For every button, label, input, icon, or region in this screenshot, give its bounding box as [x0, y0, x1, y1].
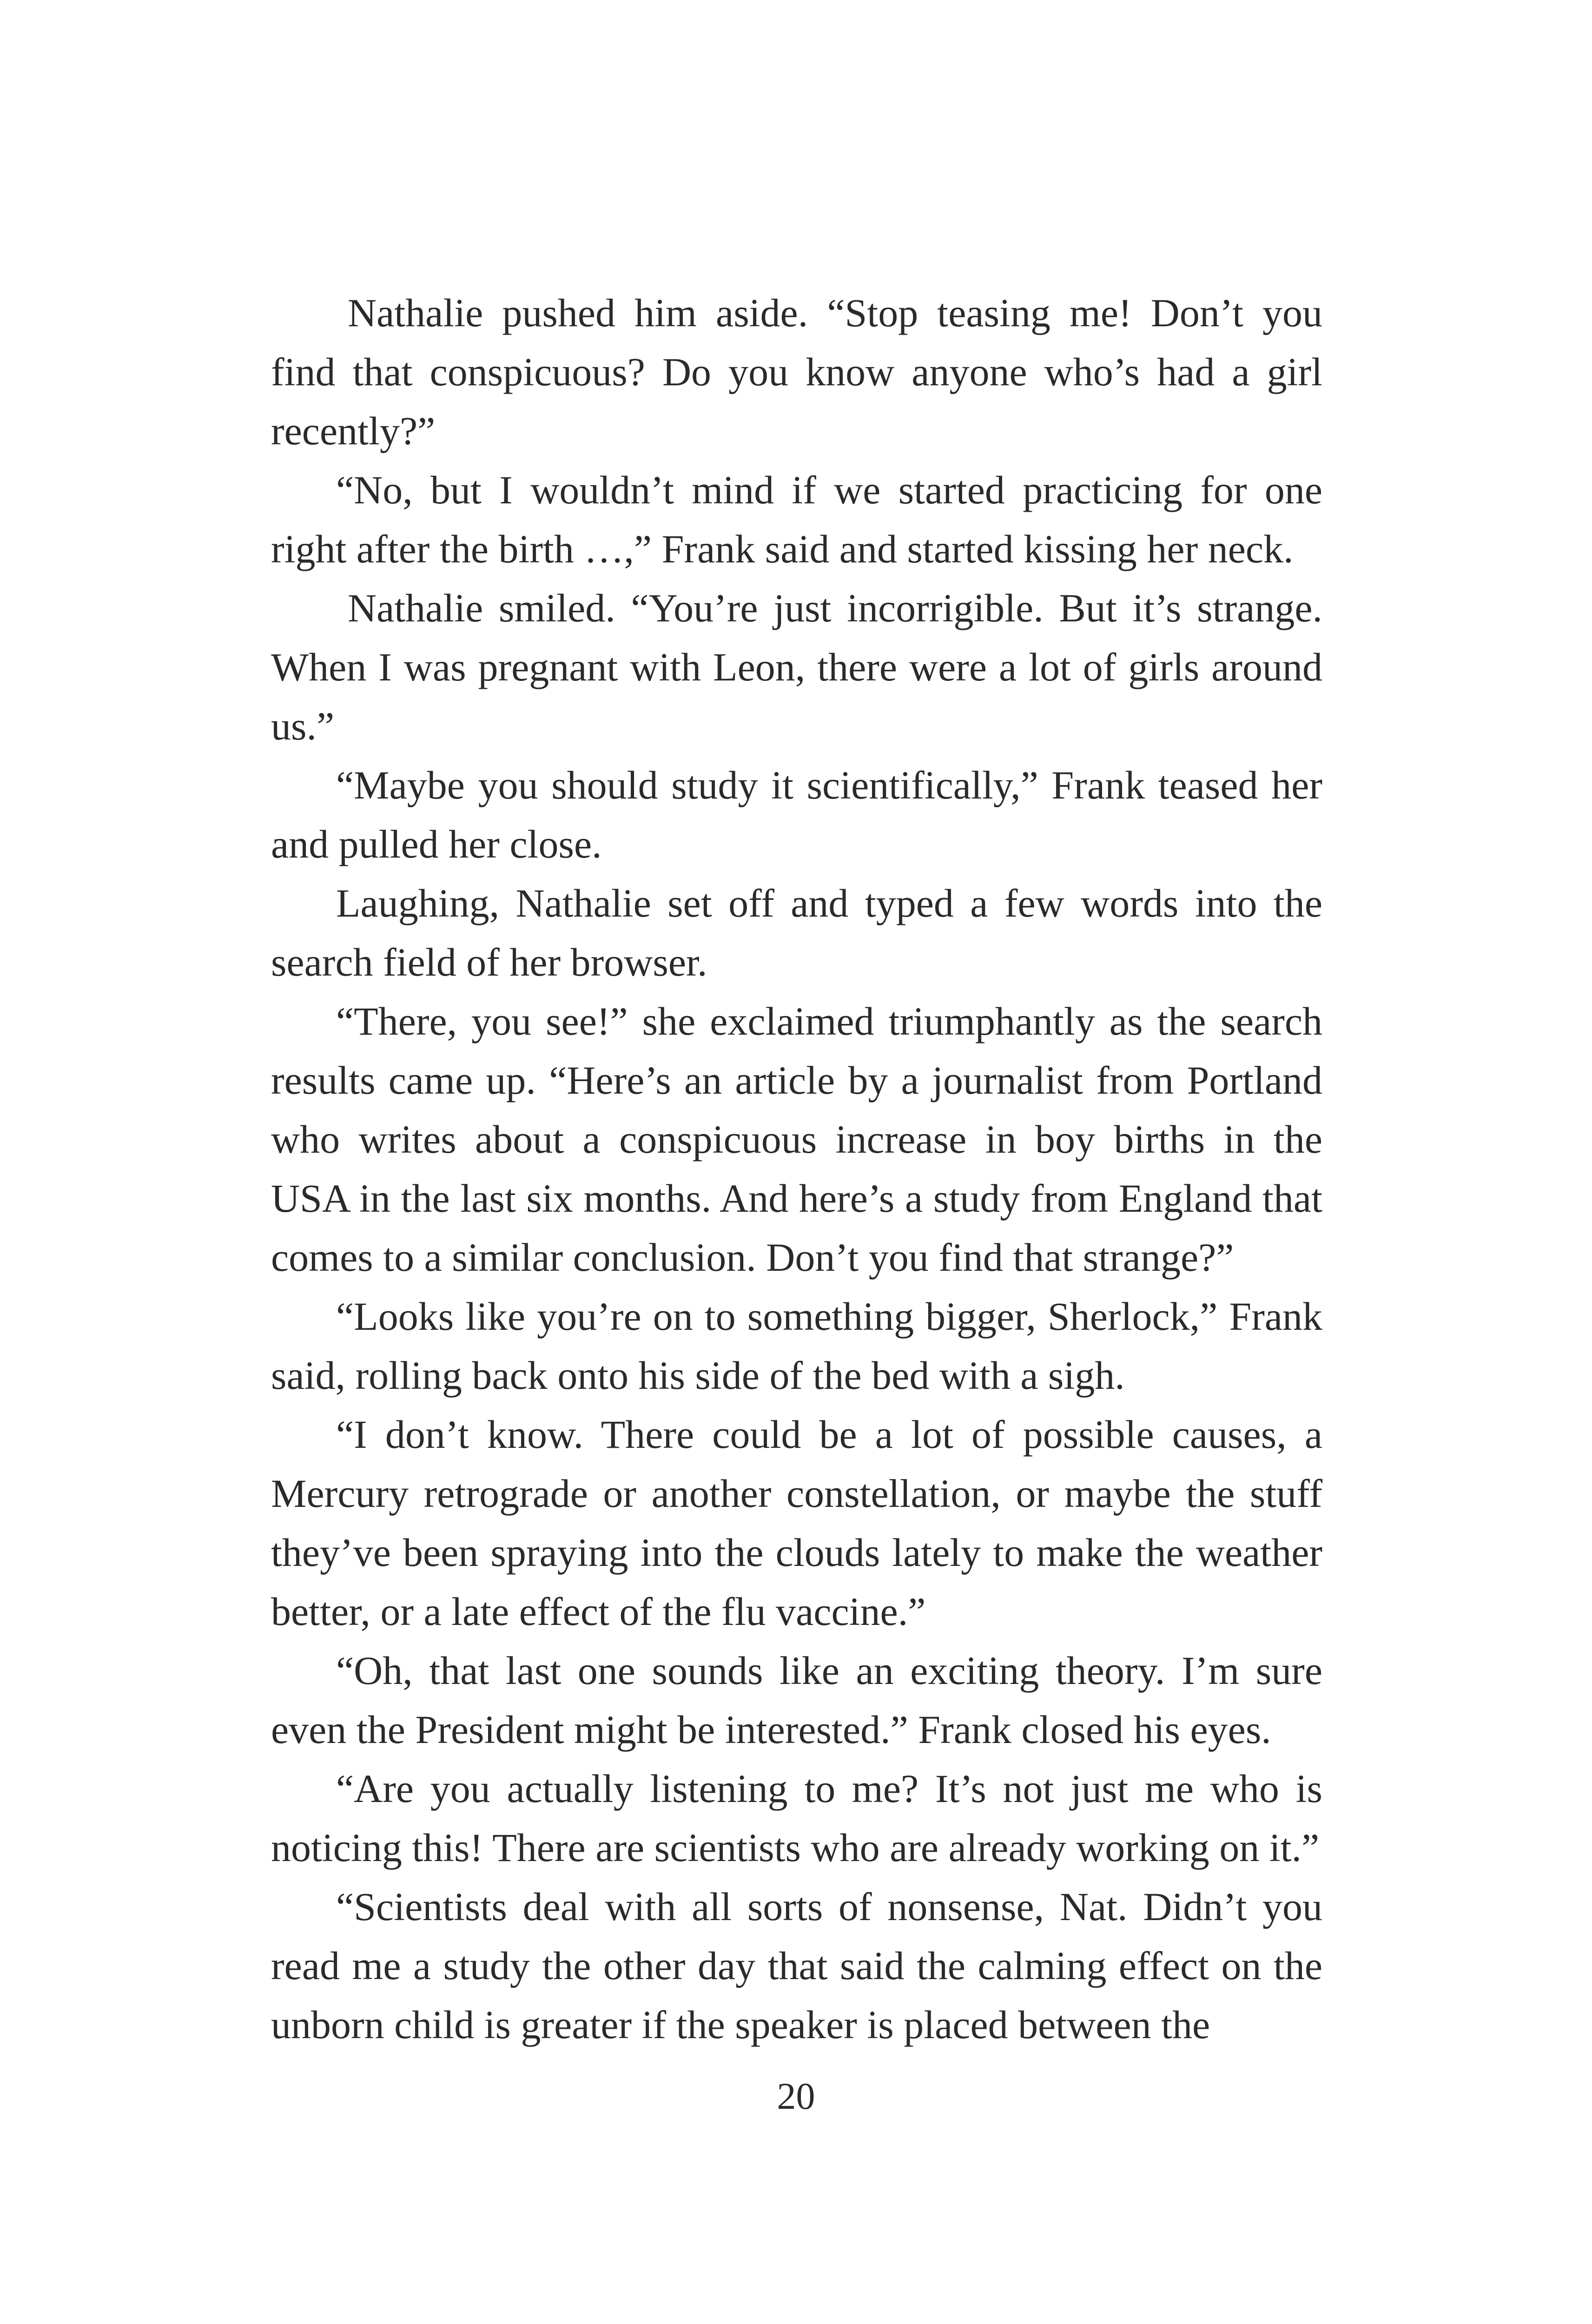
paragraph-2: “No, but I wouldn’t mind if we started practicing for one right after the birth …,” Frank said and started kissing her neck. [271, 468, 1322, 571]
paragraph-9: “Oh, that last one sounds like an exciting theory. I’m sure even the President might be interested.” Frank closed his eyes. [271, 1648, 1322, 1752]
paragraph-8: “I don’t know. There could be a lot of possible causes, a Mercury retrograde or another constellation, or maybe the stuff they’ve been spraying into the clouds lately to make the weather better, or a late effect of the flu vaccine.” [271, 1412, 1322, 1634]
paragraph-3: Nathalie smiled. “You’re just incorrigible. But it’s strange. When I was pregnant with Leon, there were a lot of girls around us.” [271, 586, 1322, 748]
paragraph-11: “Scientists deal with all sorts of nonsense, Nat. Didn’t you read me a study the other day that said the calming effect on the unborn child is greater if the speaker is placed between the [271, 1884, 1322, 2047]
body-text [271, 284, 1322, 2054]
paragraph-4: “Maybe you should study it scientifically,” Frank teased her and pulled her close. [271, 763, 1322, 866]
paragraph-6: “There, you see!” she exclaimed triumphantly as the search results came up. “Here’s an article by a journalist from Portland who writes about a conspicuous increase in boy births in the USA in the last six months. And here’s a study from England that comes to a similar conclusion. Don’t you find that strange?” [271, 999, 1322, 1280]
paragraph-10: “Are you actually listening to me? It’s not just me who is noticing this! There are scientists who are already working on it.” [271, 1766, 1322, 1870]
page-number: 20 [777, 2075, 815, 2117]
paragraph-1: Nathalie pushed him aside. “Stop teasing me! Don’t you find that conspicuous? Do you know anyone who’s had a girl recently?” [271, 290, 1322, 453]
paragraph-5: Laughing, Nathalie set off and typed a few words into the search field of her browser. [271, 881, 1322, 984]
paragraph-7: “Looks like you’re on to something bigger, Sherlock,” Frank said, rolling back onto his side of the bed with a sigh. [271, 1294, 1322, 1398]
